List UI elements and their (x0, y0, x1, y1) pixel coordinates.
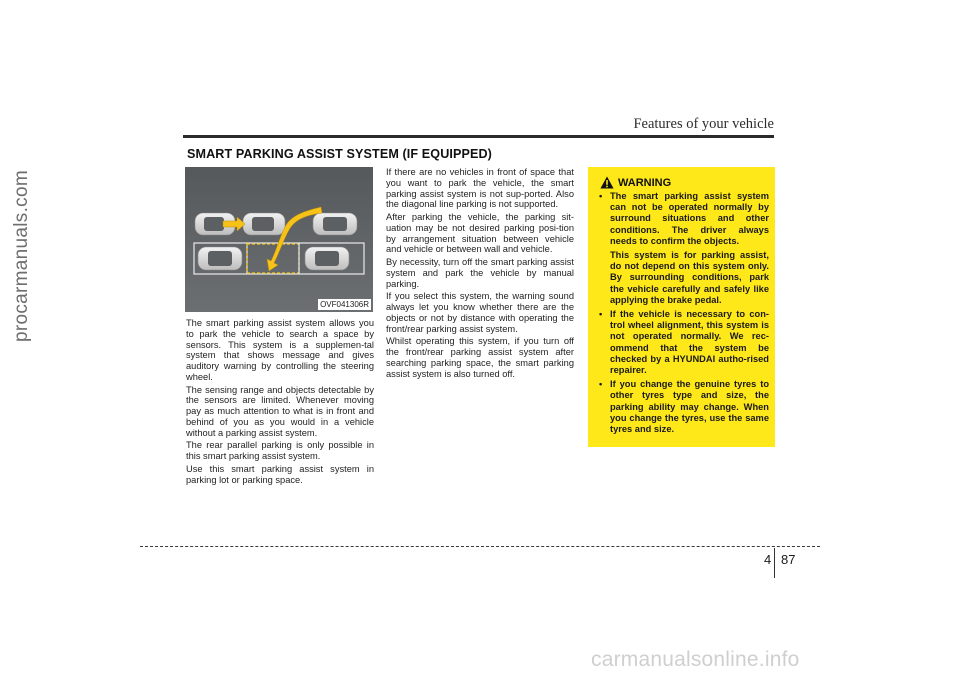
paragraph: If you select this system, the warning sound always let you know whether there are the objects or not by distance with operating the front/rear parking assist system. (386, 291, 574, 334)
bullet: • (599, 191, 603, 201)
paragraph: Use this smart parking assist system in parking lot or parking space. (186, 463, 374, 485)
warning-text: If you change the genuine tyres to other tyres type and size, the parking ability may change. When you change the tyres, use the same tyres and size. (610, 379, 769, 435)
car-top-right (313, 213, 357, 235)
warning-text: The smart parking assist system can not be operated normally by surround situations and other conditions. The driver always needs to confirm the objects. (610, 191, 769, 246)
side-watermark: procarmanuals.com (11, 170, 32, 342)
warning-item (596, 379, 769, 435)
warning-item (596, 191, 769, 306)
page-number: 87 (781, 552, 796, 567)
car-parked-right (305, 247, 349, 270)
paragraph: If there are no vehicles in front of space that you want to park the vehicle, the smart parking assist system is not sup-ported. Also the diagonal line parking is not supported. (386, 167, 574, 210)
warning-header (600, 176, 769, 189)
warning-item (596, 309, 769, 376)
header-title: Features of your vehicle (633, 116, 774, 132)
paragraph: Whilst operating this system, if you turn off the front/rear parking assist system after searching parking space, the smart parking assist system is also turned off. (386, 336, 574, 379)
warning-title: WARNING (618, 176, 672, 189)
parking-illustration (185, 167, 373, 312)
paragraph: The smart parking assist system allows you to park the vehicle to search a space by sensors. This system is a supplemen-tal system that shows message and gives auditory warning by controlling the steering wheel. (186, 318, 374, 382)
body-column-middle (386, 167, 574, 381)
warning-triangle-icon (600, 176, 614, 189)
page-divider (774, 548, 775, 578)
paragraph: The sensing range and objects detectable by the sensors are limited. Whenever moving pay as much attention to what is in front and behind of you as you would in a vehicle without a parking assist system. (186, 384, 374, 438)
paragraph: The rear parallel parking is only possible in this smart parking assist system. (186, 440, 374, 461)
section-title: SMART PARKING ASSIST SYSTEM (IF EQUIPPED) (187, 147, 492, 161)
body-column-left (186, 318, 374, 487)
bullet: • (599, 379, 603, 390)
footer-watermark: carmanualsonline.info (591, 648, 800, 671)
warning-text: This system is for parking assist, do not depend on this system only. By surrounding conditions, park the vehicle carefully and safely like applying the brake pedal. (610, 250, 769, 305)
parking-scene-graphic (185, 167, 373, 312)
car-top-middle (243, 213, 285, 235)
footer-rule (140, 546, 820, 547)
warning-list (596, 191, 769, 435)
paragraph: By necessity, turn off the smart parking assist system and park the vehicle by manual parking. (386, 257, 574, 289)
figure-code-label: OVF041306R (320, 300, 369, 309)
bullet: • (599, 309, 603, 320)
warning-text: If the vehicle is necessary to con-trol wheel alignment, this system is not operated normally. We rec-ommend that the system be checked by a HYUNDAI autho-rised repairer. (610, 309, 769, 376)
warning-box (588, 167, 775, 447)
car-parked-left (198, 247, 242, 270)
chapter-number: 4 (764, 552, 772, 567)
paragraph: After parking the vehicle, the parking sit-uation may be not desired parking posi-tion by arrangement situation between vehicle and vehicle or between wall and vehicle. (386, 212, 574, 255)
header-rule (183, 135, 774, 138)
